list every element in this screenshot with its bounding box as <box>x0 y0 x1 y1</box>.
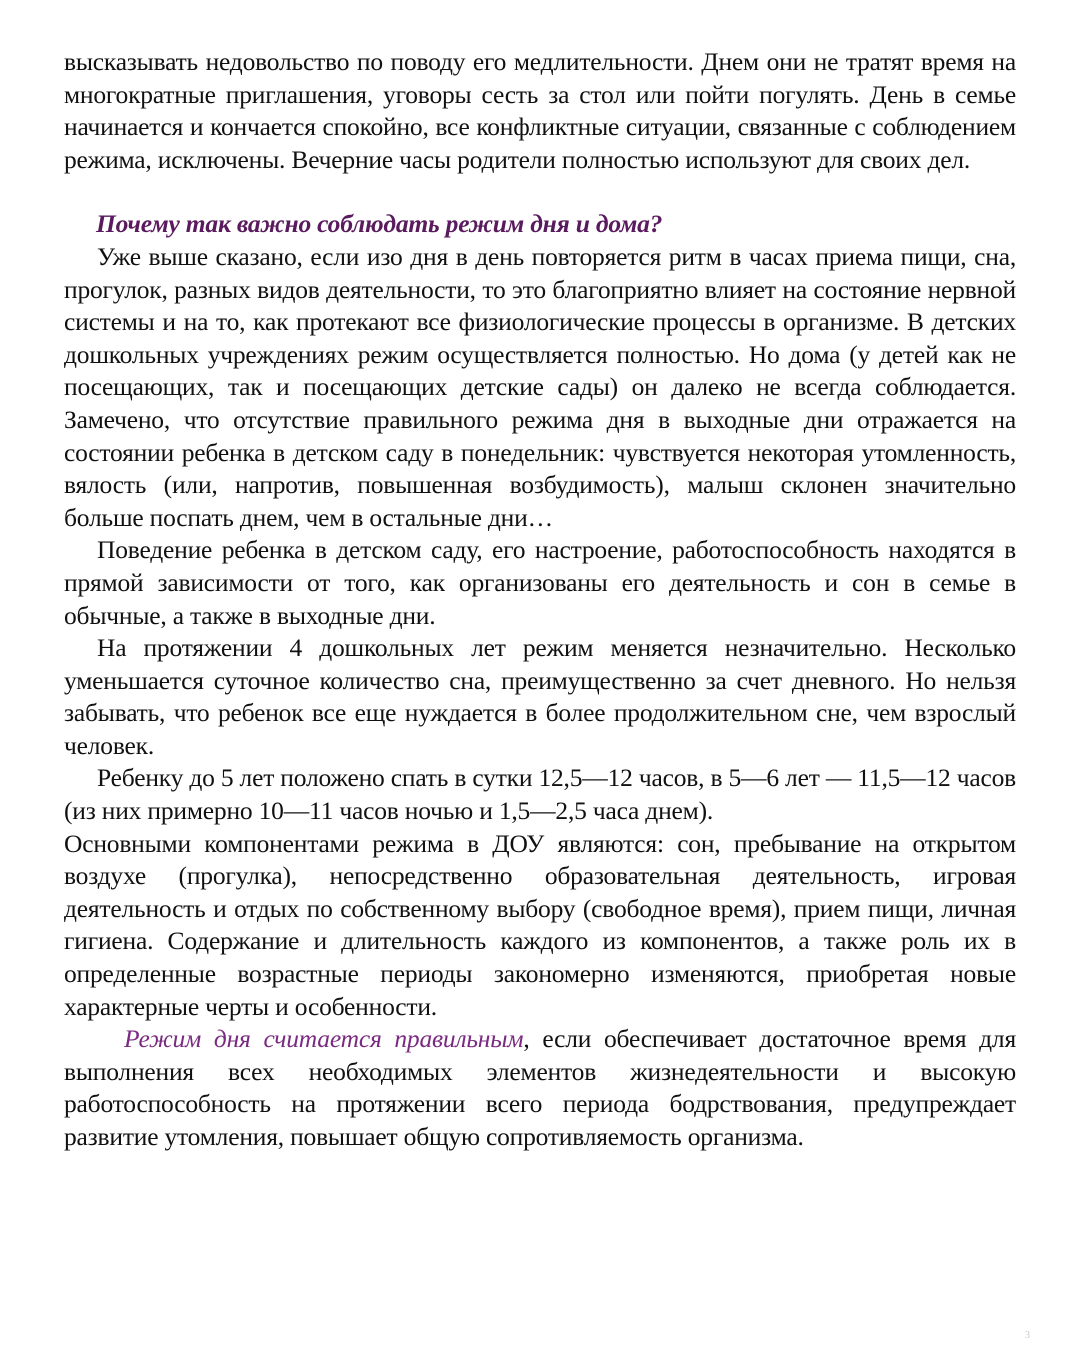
paragraph-preschool-years: На протяжении 4 дошкольных лет режим меняется незначительно. Несколько уменьшается суточное количество сна, преимущественно за счет дневного. Но нельзя забывать, что ребенок все еще нуждается в более продолжительном сне, чем взрослый человек. <box>64 633 1016 760</box>
emphasis-phrase: Режим дня считается правильным <box>124 1024 524 1054</box>
paragraph-correct-regime <box>64 1023 1016 1153</box>
paragraph-components: Основными компонентами режима в ДОУ являются: сон, пребывание на открытом воздухе (прогулка), непосредственно образовательная деятельность, игровая деятельность и отдых по собственному выбору (свободное время), прием пищи, личная гигиена. Содержание и длительность каждого из компонентов, а также роль их в определенные возрастные периоды закономерно изменяются, приобретая новые характерные черты и особенности. <box>64 828 1016 1021</box>
paragraph-rhythm: Уже выше сказано, если изо дня в день повторяется ритм в часах приема пищи, сна, прогулок, разных видов деятельности, то это благоприятно влияет на состояние нервной системы и на то, как протекают все физиологические процессы в организме. В детских дошкольных учреждениях режим осуществляется полностью. Но дома (у детей как не посещающих, так и посещающих детские сады) он далеко не всегда соблюдается. Замечено, что отсутствие правильного режима дня в выходные дни отражается на состоянии ребенка в детском саду в понедельник: чувствуется некоторая утомленность, вялость (или, напротив, повышенная возбудимость), малыш склонен значительно больше поспать днем, чем в остальные дни… <box>64 241 1016 532</box>
page-number-mark: 3 <box>1025 1330 1030 1341</box>
document-page <box>64 46 1016 1154</box>
intro-paragraph: высказывать недовольство по поводу его медлительности. Днем они не тратят время на многократные приглашения, уговоры сесть за стол или пойти погулять. День в семье начинается и кончается спокойно, все конфликтные ситуации, связанные с соблюдением режима, исключены. Вечерние часы родители полностью используют для своих дел. <box>64 47 1016 174</box>
paragraph-rest: , если обеспечивает достаточное время для выполнения всех необходимых элементов жизнедеятельности и высокую работоспособность на протяжении всего периода бодрствования, предупреждает развитие утомления, повышает общую сопротивляемость организма. <box>64 1024 1016 1151</box>
paragraph-sleep-hours: Ребенку до 5 лет положено спать в сутки 12,5—12 часов, в 5—6 лет — 11,5—12 часов (из них примерно 10—11 часов ночью и 1,5—2,5 часа днем). <box>64 763 1016 826</box>
section-heading: Почему так важно соблюдать режим дня и дома? <box>96 209 663 239</box>
paragraph-behavior: Поведение ребенка в детском саду, его настроение, работоспособность находятся в прямой зависимости от того, как организованы его деятельность и сон в семье в обычные, а также в выходные дни. <box>64 535 1016 630</box>
